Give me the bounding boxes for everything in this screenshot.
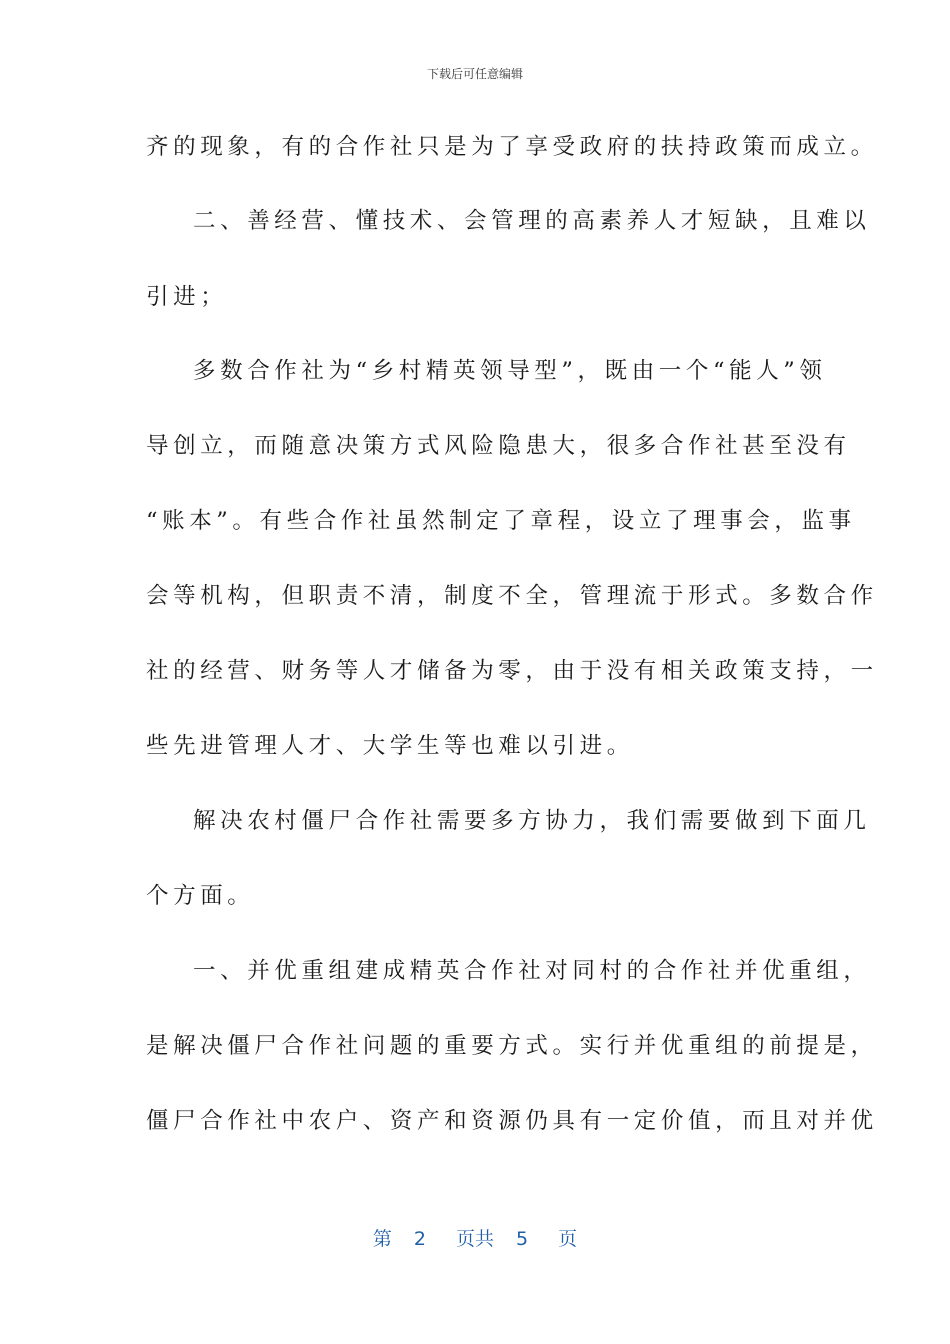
body-line: “账本”。有些合作社虽然制定了章程，设立了理事会，监事	[146, 508, 856, 534]
body-line: 一、并优重组建成精英合作社对同村的合作社并优重组，	[193, 958, 871, 984]
page-footer	[0, 1226, 950, 1252]
body-line: 个方面。	[146, 883, 255, 909]
body-line: 二、善经营、懂技术、会管理的高素养人才短缺，且难以	[193, 208, 871, 234]
body-line: 僵尸合作社中农户、资产和资源仍具有一定价值，而且对并优	[146, 1108, 878, 1134]
body-line: 引进；	[146, 284, 228, 310]
footer-suffix: 页	[558, 1228, 578, 1250]
body-line: 是解决僵尸合作社问题的重要方式。实行并优重组的前提是，	[146, 1033, 878, 1059]
body-line: 齐的现象，有的合作社只是为了享受政府的扶持政策而成立。	[146, 134, 878, 160]
body-line: 些先进管理人才、大学生等也难以引进。	[146, 733, 634, 759]
body-line: 多数合作社为“乡村精英领导型”，既由一个“能人”领	[193, 358, 827, 384]
body-line: 会等机构，但职责不清，制度不全，管理流于形式。多数合作	[146, 583, 878, 609]
footer-total-pages: 5	[516, 1228, 529, 1250]
footer-prefix: 第	[372, 1228, 392, 1250]
footer-middle: 页共	[455, 1228, 494, 1250]
body-line: 解决农村僵尸合作社需要多方协力，我们需要做到下面几	[193, 808, 871, 834]
page-header: 下载后可任意编辑	[426, 67, 523, 81]
footer-page-number: 2	[413, 1228, 426, 1250]
body-line: 导创立，而随意决策方式风险隐患大，很多合作社甚至没有	[146, 433, 851, 459]
body-line: 社的经营、财务等人才储备为零，由于没有相关政策支持，一	[146, 658, 878, 684]
